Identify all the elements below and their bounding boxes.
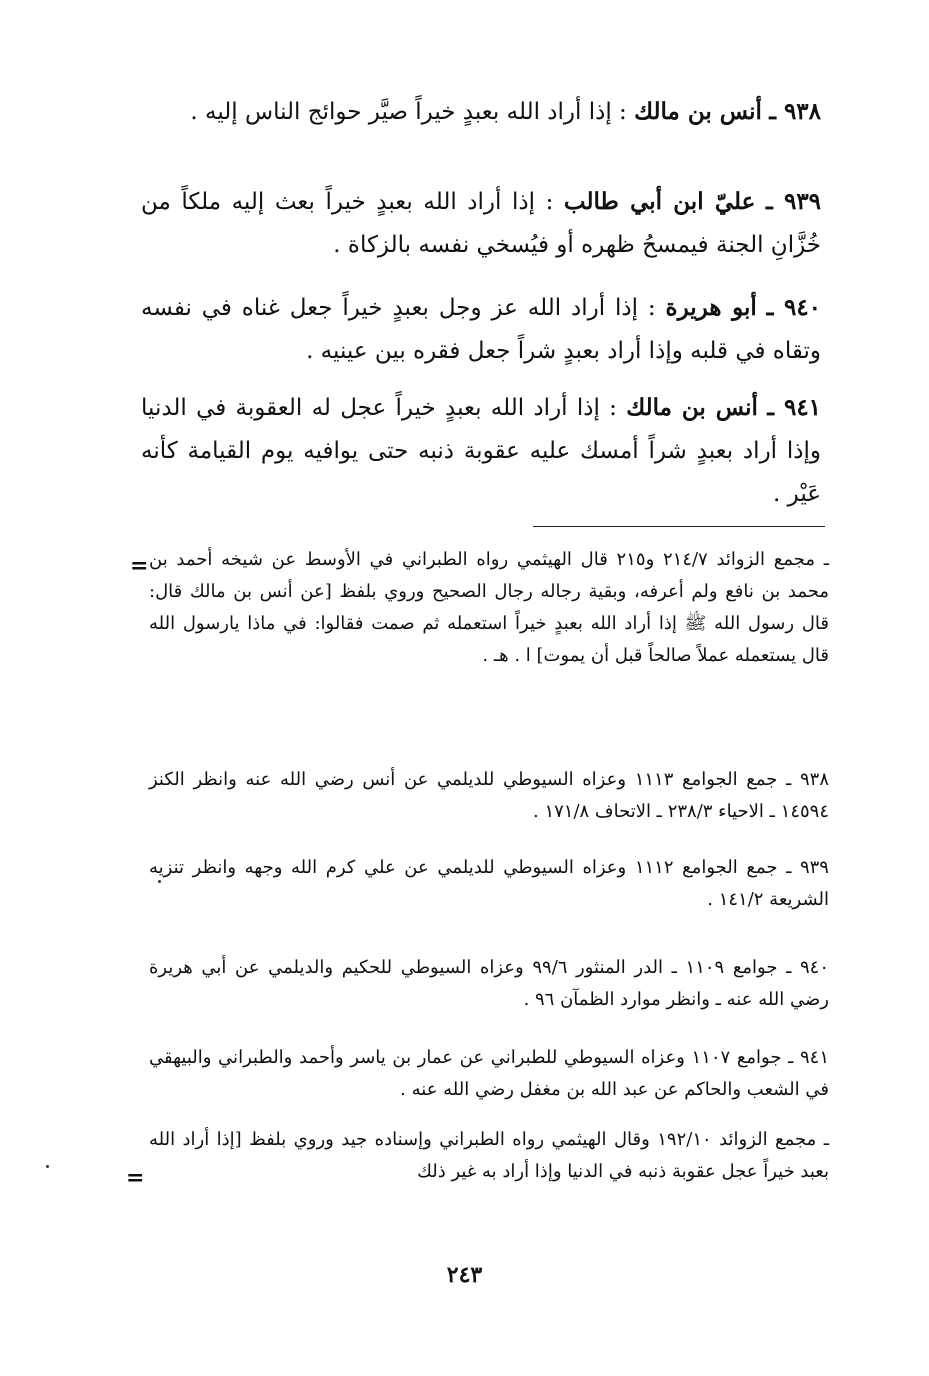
continues-mark: = bbox=[126, 1165, 145, 1191]
entry-text: : إذا أراد الله بعبدٍ خيراً صيَّر حوائج الناس إليه . bbox=[190, 99, 627, 125]
entry-number: ٩٣٨ ـ bbox=[769, 98, 821, 125]
footnote-938: ٩٣٨ ـ جمع الجوامع ١١١٣ وعزاه السيوطي للديلمي عن أنس رضي الله عنه وانظر الكنز ١٤٥٩٤ ـ الاحياء ٢٣٨/٣ ـ الاتحاف ١٧١/٨ . bbox=[149, 769, 829, 822]
footnote-939: ٩٣٩ ـ جمع الجوامع ١١١٢ وعزاه السيوطي للديلمي عن علي كرم الله وجهه وانظر تنزيه الشريعة ١٤١/٢ . bbox=[149, 857, 829, 910]
entry-number: ٩٣٩ ـ bbox=[765, 188, 822, 215]
entry-narrator: عليّ ابن أبي طالب bbox=[563, 188, 756, 215]
entry-text: : إذا أراد الله بعبدٍ خيراً بعث إليه ملكاً من خُزَّانِ الجنة فيمسحُ ظهره أو فيُسخي نفسه بالزكاة . bbox=[141, 189, 821, 258]
scan-speck bbox=[46, 1165, 49, 1168]
page-number: ٢٤٣ bbox=[446, 1262, 483, 1288]
entry-narrator: أنس بن مالك bbox=[634, 98, 762, 125]
entry-number: ٩٤١ ـ bbox=[767, 394, 822, 421]
hadith-entry-940 bbox=[141, 286, 821, 373]
hadith-entry-939 bbox=[141, 180, 821, 267]
hadith-entry-941 bbox=[141, 386, 821, 516]
footnote-separator bbox=[533, 526, 825, 527]
entry-number: ٩٤٠ ـ bbox=[766, 294, 822, 321]
entry-text: : إذا أراد الله عز وجل بعبدٍ خيراً جعل غناه في نفسه وتقاه في قلبه وإذا أراد بعبدٍ شراً جعل فقره بين عينيه . bbox=[141, 295, 821, 364]
hadith-entry-938 bbox=[141, 90, 821, 134]
continued-mark: = bbox=[130, 553, 149, 579]
scan-speck bbox=[158, 880, 161, 883]
footnote-941: ٩٤١ ـ جوامع ١١٠٧ وعزاه السيوطي للطبراني عن عمار بن ياسر وأحمد والطبراني والبيهقي في الشعب والحاكم عن عبد الله بن مغفل رضي الله عنه . bbox=[149, 1047, 829, 1100]
footnote-940: ٩٤٠ ـ جوامع ١١٠٩ ـ الدر المنثور ٩٩/٦ وعزاه السيوطي للحكيم والديلمي عن أبي هريرة رضي الله عنه ـ وانظر موارد الظمآن ٩٦ . bbox=[149, 957, 829, 1010]
footnote-941-continuation: ـ مجمع الزوائد ١٩٢/١٠ وقال الهيثمي رواه الطبراني وإسناده جيد وروي بلفظ [إذا أراد الله بعبد خيراً عجل عقوبة ذنبه في الدنيا وإذا أراد به غير ذلك bbox=[149, 1129, 829, 1182]
footnote-continued: ـ مجمع الزوائد ٢١٤/٧ و٢١٥ قال الهيثمي رواه الطبراني في الأوسط عن شيخه أحمد بن محمد بن نافع ولم أعرفه، وبقية رجاله رجال الصحيح وروي بلفظ [عن أنس بن مالك قال: قال رسول الله ﷺ إذا أراد الله بعبدٍ خيراً استعمله ثم صمت فقالوا: في ماذا يارسول الله قال يستعمله عملاً صالحاً قبل أن يموت] ا . هـ . bbox=[149, 549, 829, 666]
entry-text: : إذا أراد الله بعبدٍ خيراً عجل له العقوبة في الدنيا وإذا أراد بعبدٍ شراً أمسك عليه عقوبة ذنبه حتى يوافيه يوم القيامة كأنه عَيْر . bbox=[141, 395, 821, 507]
entry-narrator: أنس بن مالك bbox=[626, 394, 758, 421]
entry-narrator: أبو هريرة bbox=[665, 294, 757, 321]
